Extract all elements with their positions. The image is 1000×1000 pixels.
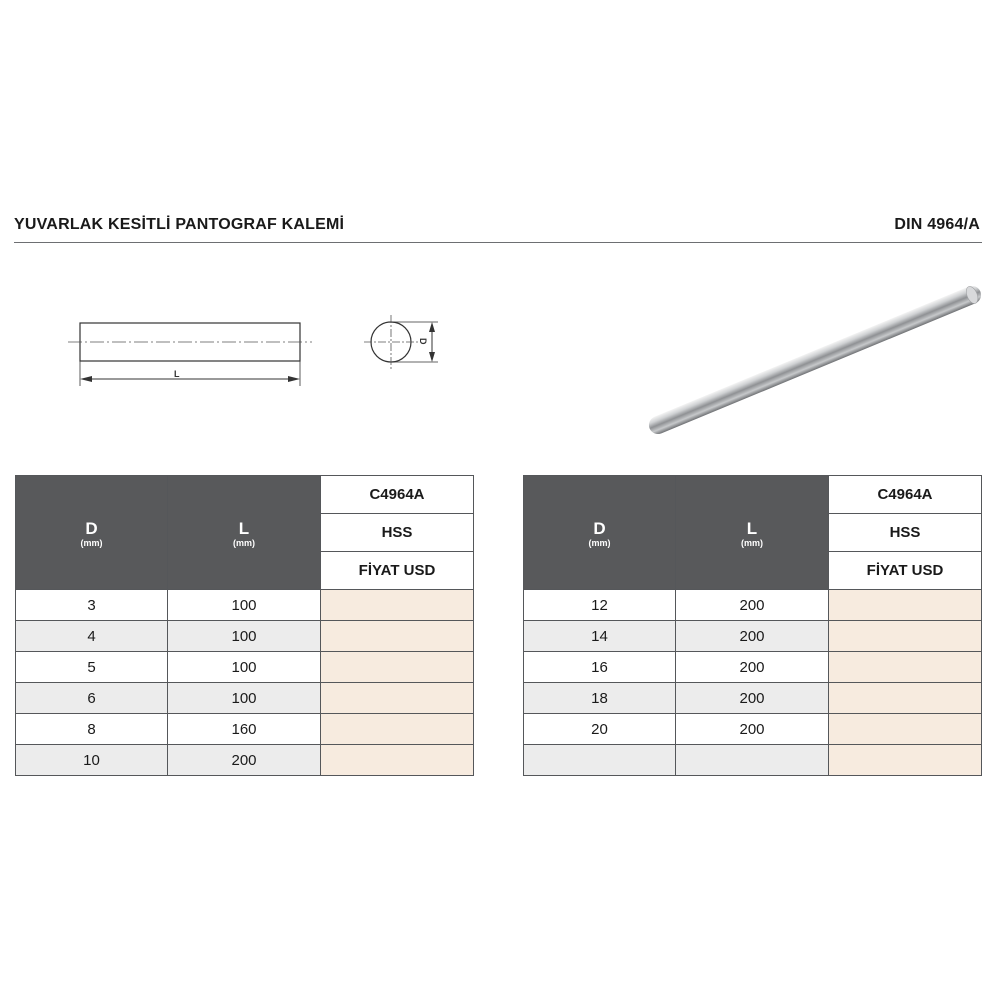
cell-d: 20 [524,714,676,745]
cell-l: 100 [168,652,321,683]
table-row [524,714,982,745]
col-header-code: C4964A [829,476,982,514]
col-header-l: L (mm) [168,476,321,590]
cell-l: 200 [676,621,829,652]
table-row [524,590,982,621]
cell-price [321,652,474,683]
table-row [524,745,982,776]
cell-price [829,683,982,714]
col-header-price: FİYAT USD [829,552,982,590]
col-header-l: L (mm) [676,476,829,590]
cell-l: 100 [168,683,321,714]
cell-price [829,652,982,683]
cell-price [321,745,474,776]
cell-d: 8 [16,714,168,745]
cell-price [321,683,474,714]
cell-d [524,745,676,776]
cell-l: 200 [676,683,829,714]
cell-price [829,714,982,745]
rod-cross-section [371,322,411,362]
page-title: YUVARLAK KESİTLİ PANTOGRAF KALEMİ [14,216,345,233]
cell-l: 200 [676,714,829,745]
technical-drawing [0,0,460,400]
cell-d: 10 [16,745,168,776]
cell-l: 100 [168,590,321,621]
table-row [16,683,474,714]
cell-d: 16 [524,652,676,683]
cell-d: 5 [16,652,168,683]
cell-price [321,714,474,745]
cell-d: 18 [524,683,676,714]
col-header-d: D (mm) [524,476,676,590]
cell-d: 4 [16,621,168,652]
cell-d: 3 [16,590,168,621]
cell-l: 200 [676,652,829,683]
spec-table-right [523,475,982,776]
cell-price [321,621,474,652]
col-header-price: FİYAT USD [321,552,474,590]
diameter-label: D [418,338,428,345]
table-row [524,652,982,683]
cell-price [321,590,474,621]
col-header-material: HSS [321,514,474,552]
table-row [16,745,474,776]
cell-d: 12 [524,590,676,621]
table-row [16,621,474,652]
cell-price [829,621,982,652]
table-row [524,683,982,714]
cell-l: 160 [168,714,321,745]
cell-l: 100 [168,621,321,652]
cell-l: 200 [168,745,321,776]
standard-code: DIN 4964/A [894,216,980,233]
col-header-material: HSS [829,514,982,552]
col-header-d: D (mm) [16,476,168,590]
length-label: L [174,369,180,379]
cell-l: 200 [676,590,829,621]
cell-price [829,745,982,776]
cell-d: 6 [16,683,168,714]
col-header-code: C4964A [321,476,474,514]
cell-d: 14 [524,621,676,652]
spec-table-left [15,475,474,776]
rod-photo [640,280,990,440]
table-row [16,590,474,621]
cell-price [829,590,982,621]
table-row [16,714,474,745]
table-row [16,652,474,683]
table-row [524,621,982,652]
cell-l [676,745,829,776]
